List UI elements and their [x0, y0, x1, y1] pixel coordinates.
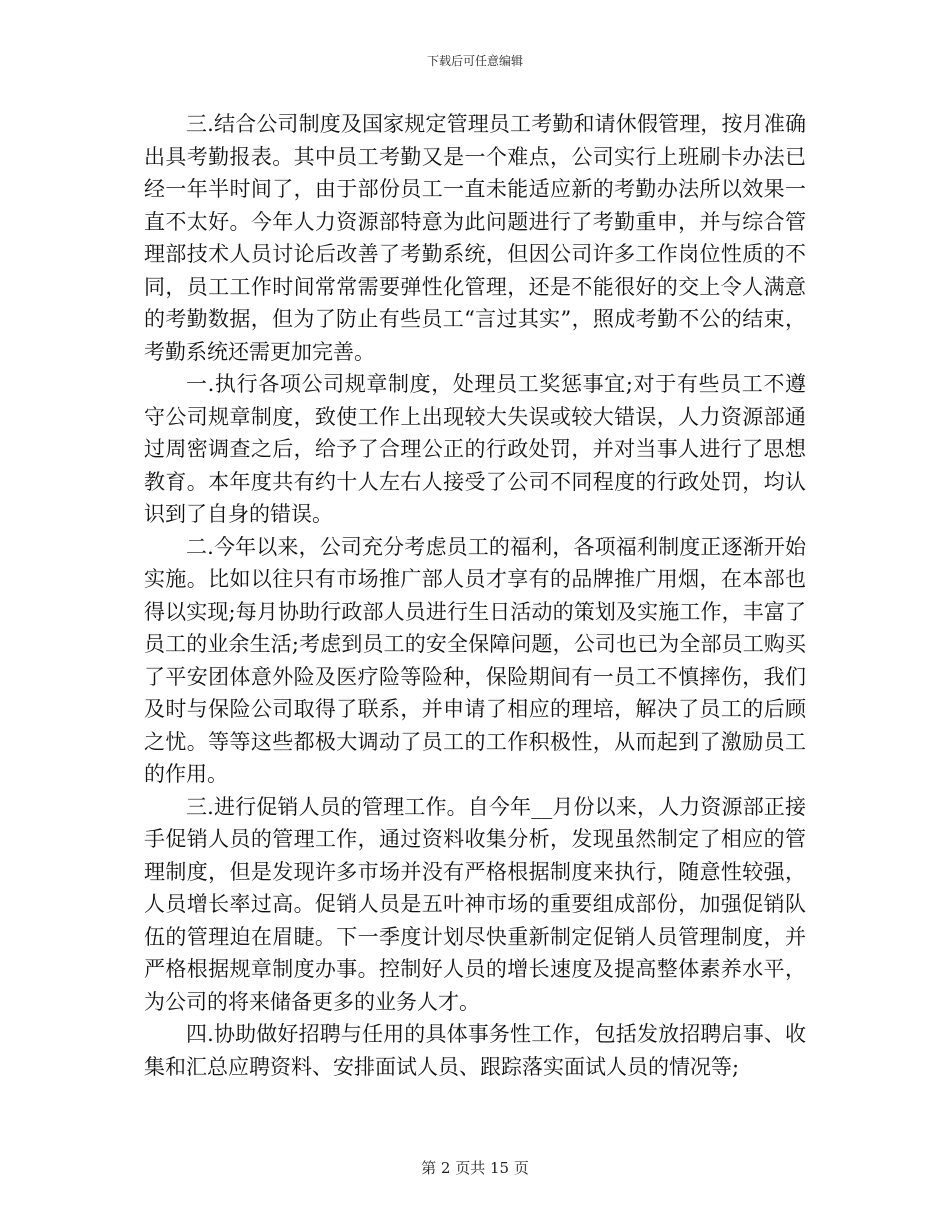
paragraph-rules-discipline: 一.执行各项公司规章制度，处理员工奖惩事宜;对于有些员工不遵守公司规章制度，致使工作上出现较大失误或较大错误，人力资源部通过周密调查之后，给予了合理公正的行政处罚，并对当事人进行了思想教育。本年度共有约十人左右人接受了公司不同程度的行政处罚，均认识到了自身的错误。 — [144, 372, 806, 526]
document-body — [144, 108, 806, 1083]
paragraph-promoter-management: 三.进行促销人员的管理工作。自今年__月份以来，人力资源部正接手促销人员的管理工作，通过资料收集分析，发现虽然制定了相应的管理制度，但是发现许多市场并没有严格根据制度来执行，随意性较强，人员增长率过高。促销人员是五叶神市场的重要组成部份，加强促销队伍的管理迫在眉睫。下一季度计划尽快重新制定促销人员管理制度，并严格根据规章制度办事。控制好人员的增长速度及提高整体素养水平，为公司的将来储备更多的业务人才。 — [144, 794, 806, 1014]
paragraph-welfare: 二.今年以来，公司充分考虑员工的福利，各项福利制度正逐渐开始实施。比如以往只有市场推广部人员才享有的品牌推广用烟，在本部也得以实现;每月协助行政部人员进行生日活动的策划及实施工作，丰富了员工的业余生活;考虑到员工的安全保障问题，公司也已为全部员工购买了平安团体意外险及医疗险等险种，保险期间有一员工不慎摔伤，我们及时与保险公司取得了联系，并申请了相应的理培，解决了员工的后顾之忧。等等这些都极大调动了员工的工作积极性，从而起到了激励员工的作用。 — [144, 534, 806, 786]
page-header: 下载后可任意编辑 — [426, 54, 523, 68]
paragraph-recruitment: 四.协助做好招聘与任用的具体事务性工作，包括发放招聘启事、收集和汇总应聘资料、安排面试人员、跟踪落实面试人员的情况等; — [144, 1022, 806, 1079]
paragraph-attendance: 三.结合公司制度及国家规定管理员工考勤和请休假管理，按月准确出具考勤报表。其中员工考勤又是一个难点，公司实行上班刷卡办法已经一年半时间了，由于部份员工一直未能适应新的考勤办法所以效果一直不太好。今年人力资源部特意为此问题进行了考勤重申，并与综合管理部技术人员讨论后改善了考勤系统，但因公司许多工作岗位性质的不同，员工工作时间常常需要弹性化管理，还是不能很好的交上令人满意的考勤数据，但为了防止有些员工“言过其实”，照成考勤不公的结束，考勤系统还需更加完善。 — [144, 112, 806, 364]
page-footer: 第 2 页共 15 页 — [421, 1159, 529, 1177]
